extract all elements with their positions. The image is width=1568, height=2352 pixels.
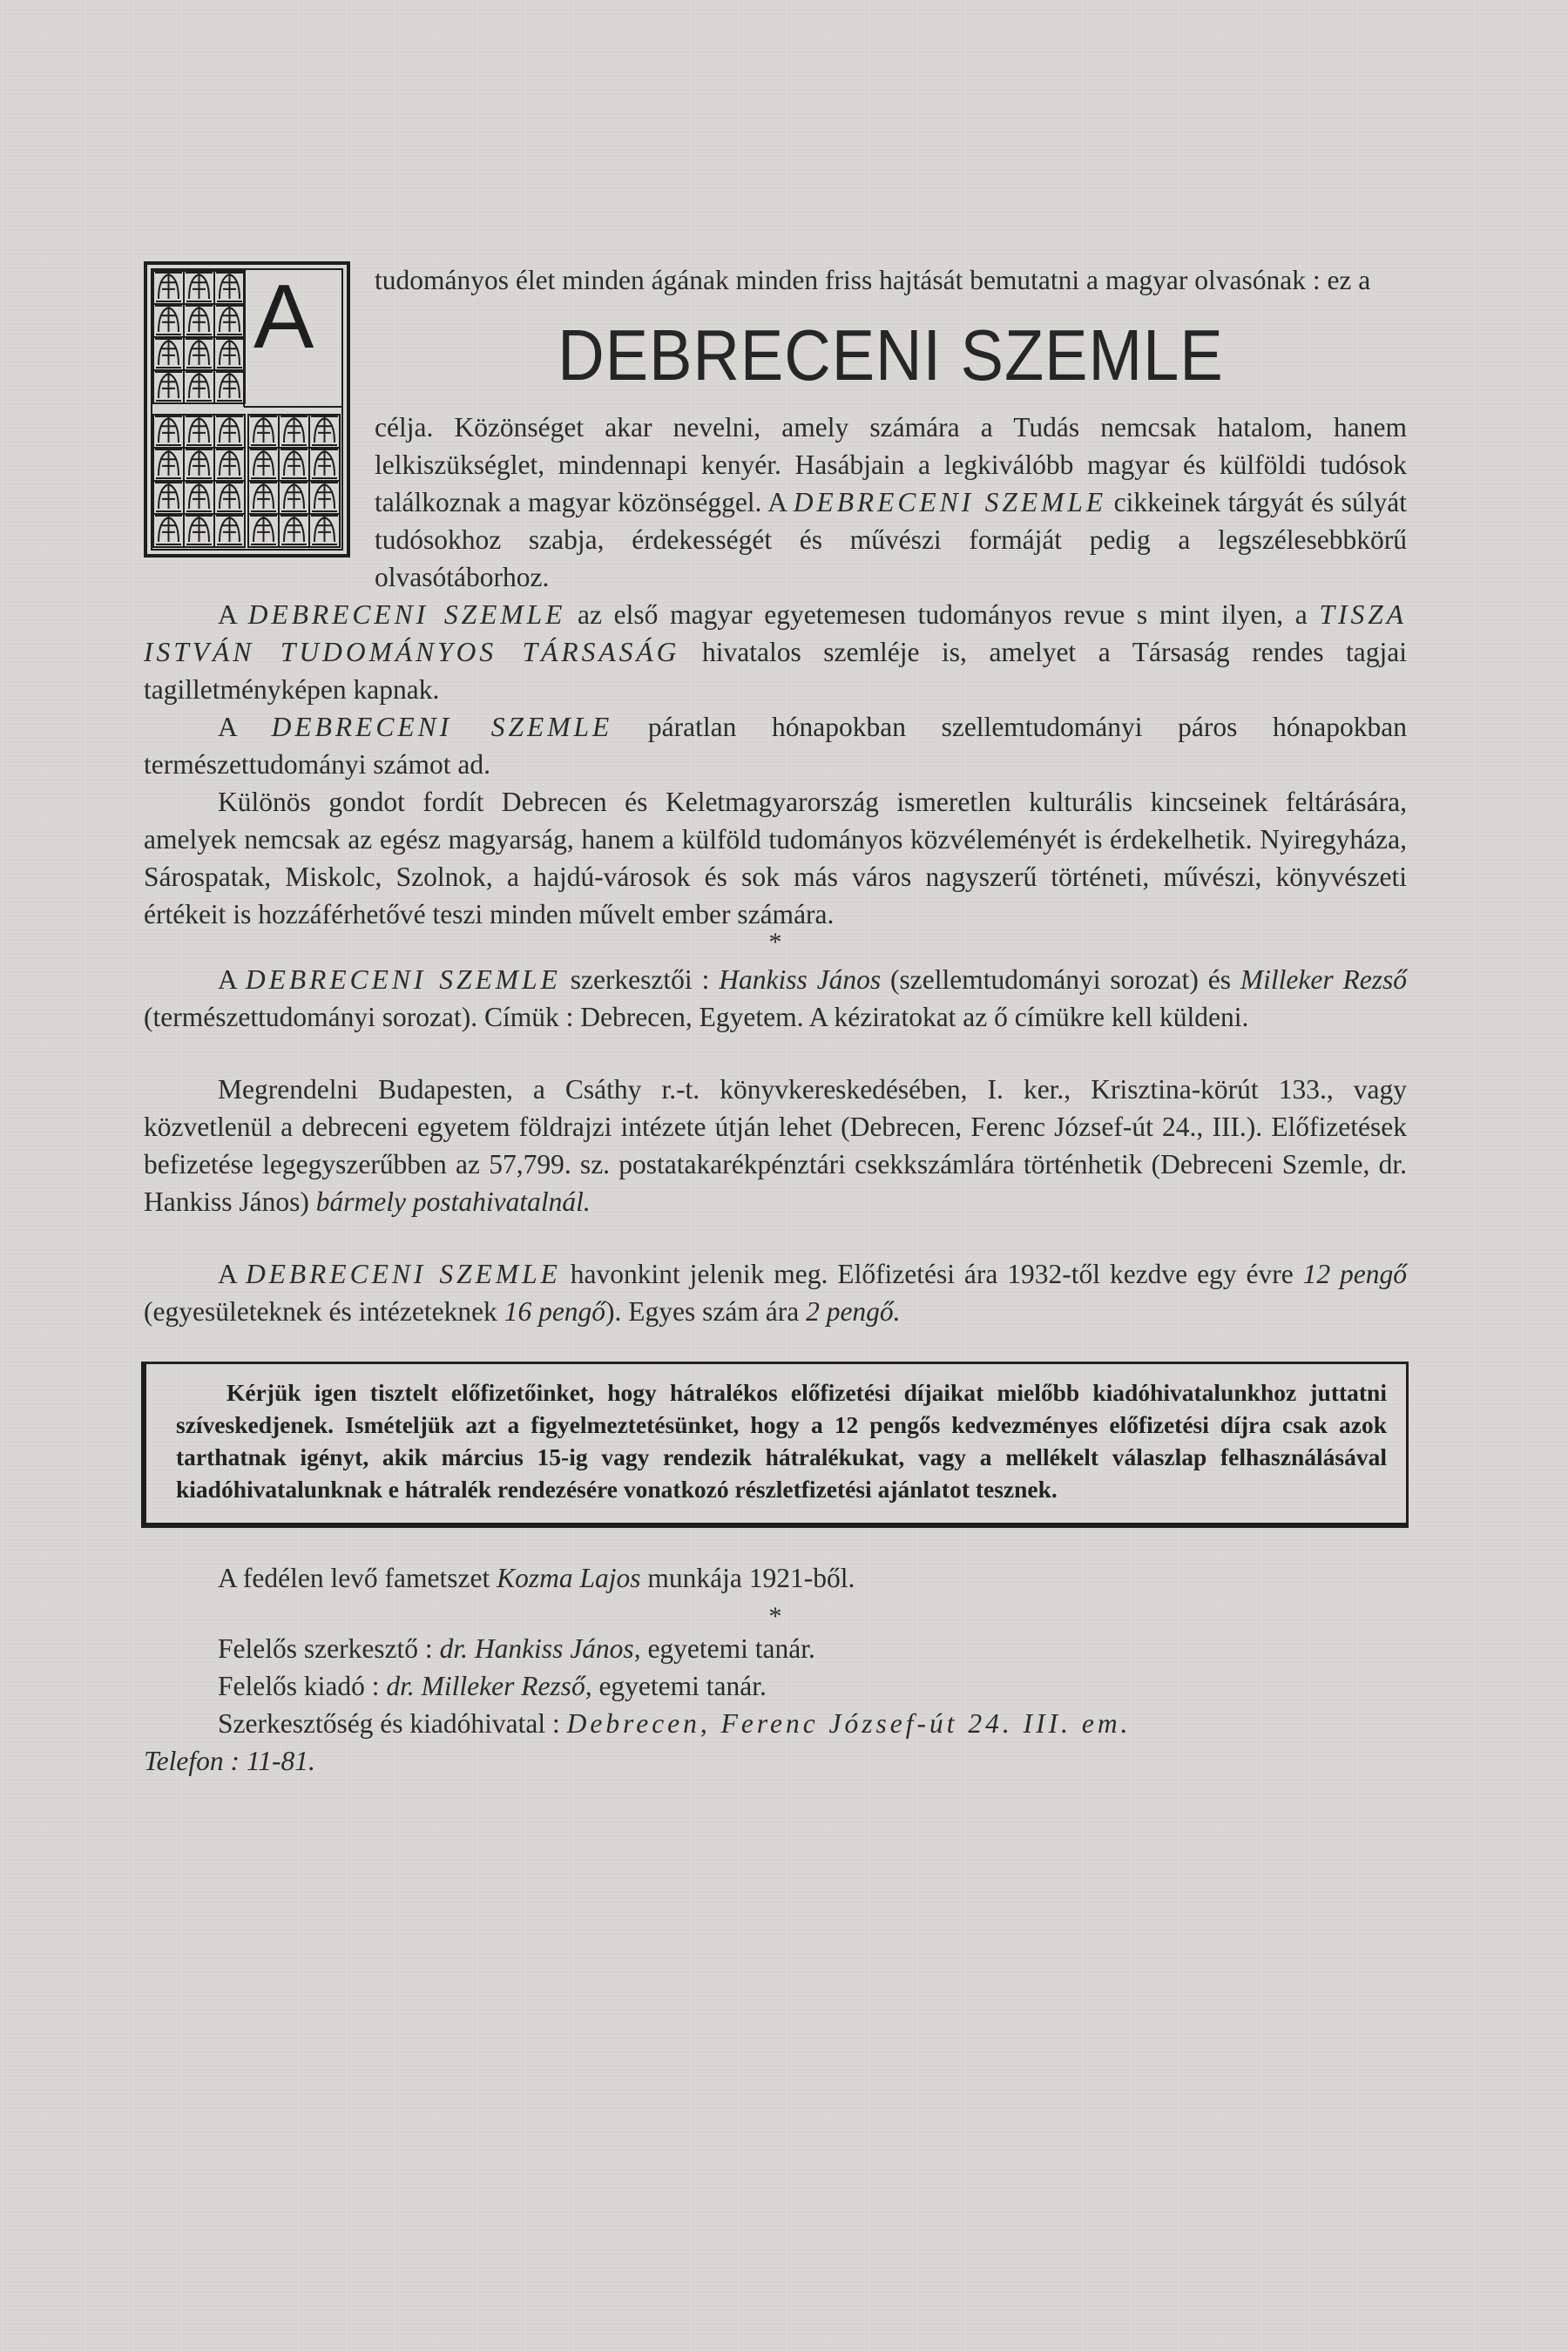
paragraph-series <box>144 708 1407 783</box>
name: dr. Hankiss János, <box>439 1633 641 1664</box>
text: (szellemtudományi sorozat) és <box>881 964 1240 995</box>
cover-credit <box>144 1559 1407 1597</box>
text: az első magyar egyetemesen tudományos revue s mint ilyen, a <box>565 599 1320 630</box>
paragraph-editors <box>144 961 1407 1036</box>
ornament-frame-icon <box>144 261 350 558</box>
paragraph-ordering <box>144 1071 1407 1220</box>
journal-name-italic: DEBRECENI SZEMLE <box>247 599 566 630</box>
editor-name: Milleker Rezső <box>1240 964 1408 995</box>
text: A <box>218 1259 246 1289</box>
ornament-tile <box>186 416 213 445</box>
text: (egyesületeknek és intézeteknek <box>144 1296 504 1327</box>
paragraph-pricing <box>144 1255 1407 1330</box>
role: egyetemi tanár. <box>591 1671 767 1701</box>
journal-name-italic: DEBRECENI SZEMLE <box>271 712 613 742</box>
label: Felelős szerkesztő : <box>218 1633 440 1664</box>
text: Megrendelni Budapesten, a Csáthy r.-t. könyvkereskedésében, I. ker., Krisztina-körút 133., vagy közvetlenül a debreceni egyetem földrajzi intézete útján lehet (Debrecen, Ferenc József-út 24., III.). Előfizetések befizetése legegyszerűbben az 57,799. sz. postatakarékpénztári csekkszámlára történhetik (Debreceni Szemle, dr. Hankiss János) <box>144 1074 1407 1217</box>
paragraph-revue <box>144 596 1407 708</box>
text: szerkesztői : <box>560 964 720 995</box>
price: 16 pengő <box>504 1296 606 1327</box>
journal-name-italic: DEBRECENI SZEMLE <box>793 487 1107 517</box>
intro-text-3: cikkeinek tárgyát és súlyát tudósokhoz szabja, érdekességét és művészi formáját pedig a legszélesebbkörű olvasótáborhoz. <box>375 487 1407 592</box>
role: egyetemi tanár. <box>640 1633 815 1664</box>
text: A <box>218 712 272 742</box>
ornament-tile <box>280 449 308 478</box>
text: A <box>218 599 248 630</box>
text: havonkint jelenik meg. Előfizetési ára 1932-től kezdve egy évre <box>560 1259 1303 1289</box>
label: Felelős kiadó : <box>218 1671 387 1701</box>
ornamental-initial <box>144 261 350 558</box>
spacer <box>144 1036 1407 1071</box>
artist-name: Kozma Lajos <box>497 1563 641 1593</box>
editor-name: Hankiss János <box>719 964 882 995</box>
ornament-tile <box>155 449 182 478</box>
imprint-office <box>144 1705 1407 1742</box>
ornament-tile <box>186 516 213 544</box>
text: munkája 1921-ből. <box>640 1563 855 1593</box>
text: A <box>218 964 246 995</box>
subscriber-notice-box <box>141 1362 1409 1528</box>
price: 12 pengő <box>1302 1259 1408 1289</box>
journal-name-italic: DEBRECENI SZEMLE <box>245 964 561 995</box>
imprint-editor <box>144 1630 1407 1667</box>
imprint-phone <box>144 1742 1407 1780</box>
ornament-tile <box>186 449 213 478</box>
name: dr. Milleker Rezső, <box>386 1671 592 1701</box>
ornament-tile <box>155 273 182 301</box>
journal-name-italic: DEBRECENI SZEMLE <box>245 1259 561 1289</box>
ornament-tile <box>311 516 338 544</box>
ornament-tile <box>216 416 243 445</box>
ornament-tile <box>250 416 277 445</box>
phone: Telefon : 11-81. <box>144 1746 315 1776</box>
address: Debrecen, Ferenc József-út 24. III. em. <box>566 1708 1132 1739</box>
text: (természettudományi sorozat). Címük : Debrecen, Egyetem. A kéziratokat az ő címükre kell küldeni. <box>144 1002 1249 1032</box>
intro-text-2: célja. Közönséget akar nevelni, amely számára a Tudás nemcsak hatalom, hanem lelkiszükséglet, mindennapi kenyér. Hasábjain a legkiválóbb magyar és külföldi tudósok találkoznak a magyar közönséggel. A <box>375 412 1407 517</box>
text: páratlan hónapokban szellemtudományi páros hónapokban természettudományi számot ad. <box>144 712 1407 780</box>
drop-letter: A <box>253 267 314 368</box>
separator-asterisk: * <box>768 928 782 956</box>
ornament-tile <box>250 449 277 478</box>
ornament-tile <box>311 483 338 511</box>
ornament-tile <box>280 516 308 544</box>
text: A fedélen levő fametszet <box>218 1563 497 1593</box>
imprint-publisher <box>144 1667 1407 1705</box>
ornament-tile <box>250 483 277 511</box>
spacer <box>144 1220 1407 1255</box>
price: 2 pengő. <box>806 1296 901 1327</box>
notice-text: Kérjük igen tisztelt előfizetőinket, hogy hátralékos előfizetési díjaikat mielőbb kiadóhivatalunkhoz juttatni szíveskedjenek. Ismételjük azt a figyelmeztetésünket, hogy a 12 pengős kedvezményes előfizetési díjra csak azok tarthatnak igényt, akik március 15-ig vagy rendezik hátralékukat, vagy a mellékelt válaszlap felhasználásával kiadóhivatalunknak e hátralék rendezésére vonatkozó részletfizetési ajánlatot tesznek. <box>176 1379 1387 1503</box>
journal-title: DEBRECENI SZEMLE <box>558 314 1224 395</box>
document-body <box>144 261 1407 1780</box>
label: Szerkesztőség és kiadóhivatal : <box>218 1708 567 1739</box>
ornament-tile <box>280 483 308 511</box>
ornament-tile <box>216 516 243 544</box>
ornament-tile <box>216 483 243 511</box>
ornament-tile <box>155 416 182 445</box>
text: hivatalos szemléje is, amelyet a Társaság rendes tagjai tagilletményképen kapnak. <box>144 637 1407 705</box>
separator-asterisk: * <box>768 1602 782 1631</box>
intro-text: tudományos élet minden ágának minden friss hajtását bemutatni a magyar olvasónak : ez a <box>375 265 1371 295</box>
ornament-tile <box>216 449 243 478</box>
paragraph-regional: Különös gondot fordít Debrecen és Keletmagyarország ismeretlen kulturális kincseinek feltárására, amelyek nemcsak az egész magyarság, hanem a külföld tudományos közvéleményét is érdekelhetik. Nyiregyháza, Sárospatak, Miskolc, Szolnok, a hajdú-városok és sok más város nagyszerű történeti, művészi, könyvészeti értékeit is hozzáférhetővé teszi minden művelt ember számára. <box>144 787 1407 929</box>
ornament-tile <box>311 449 338 478</box>
italic-text: bármely postahivatalnál. <box>315 1186 591 1217</box>
ornament-tile <box>155 516 182 544</box>
ornament-tile <box>186 483 213 511</box>
society-name-italic: TISZA ISTVÁN TUDOMÁNYOS TÁRSASÁG <box>144 599 1407 667</box>
ornament-tile <box>311 416 338 445</box>
ornament-tile <box>216 273 243 301</box>
text: ). Egyes szám ára <box>605 1296 807 1327</box>
ornament-tile <box>186 273 213 301</box>
ornament-tile <box>155 483 182 511</box>
ornament-tile <box>280 416 308 445</box>
ornament-tile <box>250 516 277 544</box>
